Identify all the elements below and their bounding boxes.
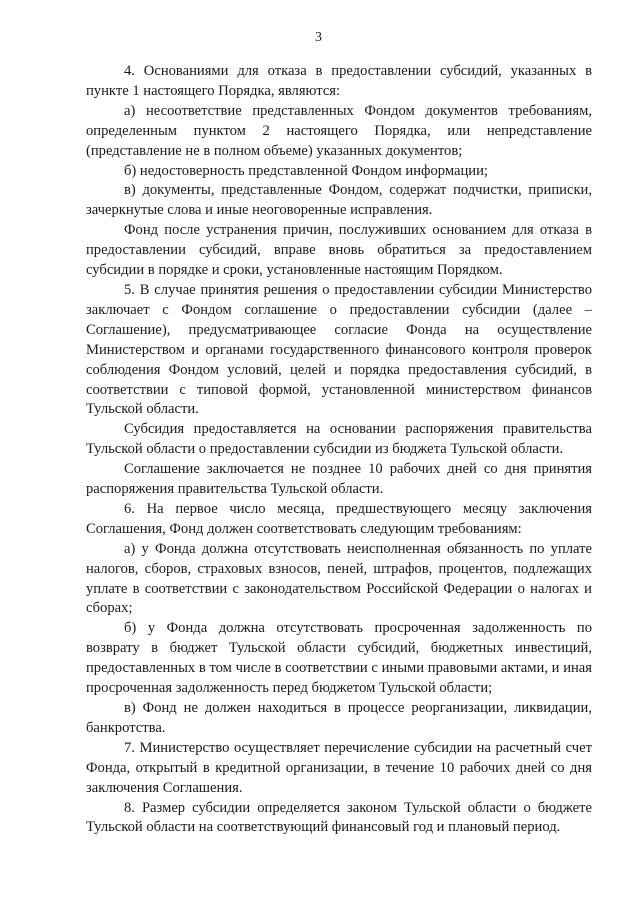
paragraph-resubmission: Фонд после устранения причин, послуживших основанием для отказа в предоставлении субсидий, вправе вновь обратиться за предоставлением субсидии в порядке и сроки, установленные настоящим Порядком. (86, 222, 592, 279)
paragraph-item-8: 8. Размер субсидии определяется законом Тульской области о бюджете Тульской области на соответствующий финансовый год и плановый период. (86, 799, 592, 836)
paragraph-item-5: 5. В случае принятия решения о предоставлении субсидии Министерство заключает с Фондом соглашение о предоставлении субсидии (далее – Соглашение), предусматривающее согласие Фонда на осуществление Министерством и органами государственного финансового контроля проверок соблюдения Фондом условий, целей и порядка предоставления субсидий, в соответствии с типовой формой, установленной министерством финансов Тульской области. (86, 281, 592, 418)
paragraph-subsidy-basis: Субсидия предоставляется на основании распоряжения правительства Тульской области о предоставлении субсидии из бюджета Тульской области. (86, 421, 592, 458)
paragraph-agreement-term: Соглашение заключается не позднее 10 рабочих дней со дня принятия распоряжения правительства Тульской области. (86, 461, 592, 498)
paragraph-item-6: 6. На первое число месяца, предшествующего месяцу заключения Соглашения, Фонд должен соответствовать следующим требованиям: (86, 500, 592, 537)
document-body (86, 62, 592, 838)
paragraph-item-4: 4. Основаниями для отказа в предоставлении субсидий, указанных в пункте 1 настоящего Порядка, являются: (86, 63, 592, 99)
paragraph-item-6a: а) у Фонда должна отсутствовать неисполненная обязанность по уплате налогов, сборов, страховых взносов, пеней, штрафов, процентов, подлежащих уплате в соответствии с законодательством Российской Федерации о налогах и сборах; (86, 540, 592, 617)
page-number: 3 (315, 30, 322, 45)
paragraph-item-7: 7. Министерство осуществляет перечисление субсидии на расчетный счет Фонда, открытый в кредитной организации, в течение 10 рабочих дней со дня заключения Соглашения. (86, 739, 592, 796)
paragraph-item-4a: а) несоответствие представленных Фондом документов требованиям, определенным пунктом 2 настоящего Порядка, или непредставление (представление не в полном объеме) указанных документов; (86, 102, 592, 159)
paragraph-item-4b: б) недостоверность представленной Фондом информации; (124, 162, 488, 179)
paragraph-item-6c: в) Фонд не должен находиться в процессе реорганизации, ликвидации, банкротства. (86, 700, 592, 736)
paragraph-item-4c: в) документы, представленные Фондом, содержат подчистки, приписки, зачеркнутые слова и иные неоговоренные исправления. (86, 182, 592, 219)
paragraph-item-6b: б) у Фонда должна отсутствовать просроченная задолженность по возврату в бюджет Тульской области субсидий, бюджетных инвестиций, предоставленных в том числе в соответствии с иными правовыми актами, и иная просроченная задолженность перед бюджетом Тульской области; (86, 620, 592, 697)
